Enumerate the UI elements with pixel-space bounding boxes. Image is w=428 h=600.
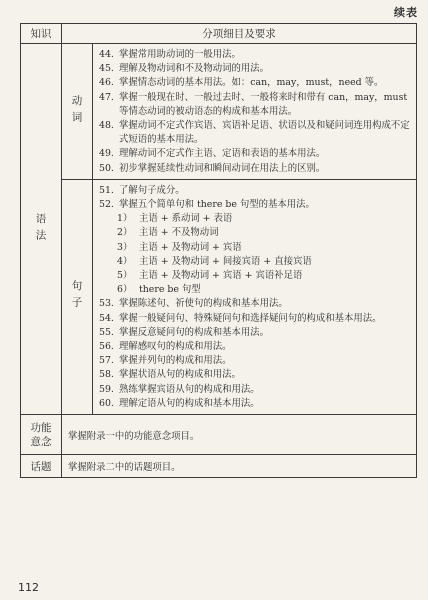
pattern-item <box>99 269 412 283</box>
item-number: 52. <box>99 199 114 211</box>
grammar-label: 语法 <box>34 212 47 246</box>
pattern-item <box>99 212 412 226</box>
syllabus-table <box>20 23 417 478</box>
list-item <box>99 312 412 326</box>
topics-label: 话题 <box>21 455 62 477</box>
pattern-item <box>99 226 412 240</box>
item-text: 掌握并列句的构成和用法。 <box>119 355 232 367</box>
item-number: 6） <box>117 284 133 296</box>
header-details: 分项细目及要求 <box>202 28 276 40</box>
list-item <box>99 48 412 62</box>
item-text: 主语 + 不及物动词 <box>139 227 219 239</box>
item-text: 主语 + 及物动词 + 宾语 + 宾语补足语 <box>139 270 303 282</box>
item-text: 理解及物动词和不及物动词的用法。 <box>119 63 270 75</box>
grammar-row <box>21 44 416 415</box>
sentences-list <box>93 180 416 414</box>
functions-text: 掌握附录一中的功能意念项目。 <box>68 430 200 442</box>
item-text: 初步掌握延续性动词和瞬间动词在用法上的区别。 <box>119 162 326 174</box>
item-number: 46. <box>99 77 114 89</box>
list-item <box>99 198 412 212</box>
item-text: there be 句型 <box>139 284 201 296</box>
item-number: 47. <box>99 91 114 103</box>
pattern-item <box>99 241 412 255</box>
list-item <box>99 297 412 311</box>
item-text: 掌握状语从句的构成和用法。 <box>119 369 241 381</box>
verbs-list <box>93 44 416 179</box>
item-number: 60. <box>99 397 114 409</box>
sentences-section <box>62 179 416 414</box>
functions-row <box>21 415 416 455</box>
functions-label-cell <box>21 415 62 454</box>
item-number: 1） <box>117 213 133 225</box>
verbs-label-cell <box>62 44 93 179</box>
item-number: 55. <box>99 326 114 338</box>
list-item <box>99 397 412 411</box>
pattern-item <box>99 255 412 269</box>
item-number: 48. <box>99 120 114 132</box>
item-number: 5） <box>117 270 133 282</box>
sentences-label: 句子 <box>70 280 83 314</box>
item-number: 4） <box>117 255 133 267</box>
item-number: 56. <box>99 341 114 353</box>
item-number: 49. <box>99 148 114 160</box>
item-text: 掌握一般疑问句、特殊疑问句和选择疑问句的构成和基本用法。 <box>119 312 382 324</box>
pattern-item <box>99 283 412 297</box>
item-text: 主语 + 及物动词 + 宾语 <box>139 241 242 253</box>
table-header <box>21 24 416 44</box>
verbs-label: 动词 <box>70 94 83 128</box>
item-text: 理解定语从句的构成和基本用法。 <box>119 397 260 409</box>
continued-label: 续表 <box>394 6 418 19</box>
item-number: 50. <box>99 162 114 174</box>
item-number: 3） <box>117 241 133 253</box>
item-text: 掌握动词不定式作宾语、宾语补足语、状语以及和疑问词连用构成不定式短语的基本用法。 <box>119 120 410 146</box>
item-text: 掌握情态动词的基本用法。如：can，may，must，need 等。 <box>119 77 384 89</box>
item-number: 51. <box>99 184 114 196</box>
list-item <box>99 326 412 340</box>
item-number: 53. <box>99 298 114 310</box>
list-item <box>99 340 412 354</box>
item-text: 掌握一般现在时、一般过去时、一般将来时和带有 can，may，must 等情态动词的被动语态的构成和基本用法。 <box>119 91 408 117</box>
functions-label: 功能意念 <box>30 421 52 448</box>
list-item <box>99 184 412 198</box>
list-item <box>99 62 412 76</box>
grammar-content <box>62 44 416 414</box>
item-text: 掌握反意疑问句的构成和基本用法。 <box>119 326 270 338</box>
list-item <box>99 383 412 397</box>
item-number: 44. <box>99 49 114 60</box>
item-text: 掌握常用助动词的一般用法。 <box>119 49 241 60</box>
item-number: 58. <box>99 369 114 381</box>
item-text: 熟练掌握宾语从句的构成和用法。 <box>119 383 260 395</box>
verbs-section <box>62 44 416 179</box>
list-item <box>99 354 412 368</box>
list-item <box>99 76 412 90</box>
item-text: 主语 + 系动词 + 表语 <box>139 213 233 225</box>
list-item <box>99 147 412 161</box>
item-text: 掌握五个简单句和 there be 句型的基本用法。 <box>119 199 315 211</box>
list-item <box>99 162 412 176</box>
item-number: 54. <box>99 312 114 324</box>
item-text: 了解句子成分。 <box>119 184 185 196</box>
item-text: 理解感叹句的构成和用法。 <box>119 341 232 353</box>
topics-row <box>21 455 416 477</box>
item-text: 掌握陈述句、祈使句的构成和基本用法。 <box>119 298 288 310</box>
list-item <box>99 119 412 147</box>
list-item <box>99 91 412 119</box>
item-text: 主语 + 及物动词 + 间接宾语 + 直接宾语 <box>139 255 312 267</box>
sentences-label-cell <box>62 180 93 414</box>
item-number: 59. <box>99 383 114 395</box>
item-number: 2） <box>117 227 133 239</box>
item-number: 57. <box>99 355 114 367</box>
topics-text: 掌握附录二中的话题项目。 <box>68 462 181 474</box>
header-knowledge: 知识 <box>21 24 62 43</box>
list-item <box>99 368 412 382</box>
item-number: 45. <box>99 63 114 75</box>
item-text: 理解动词不定式作主语、定语和表语的基本用法。 <box>119 148 326 160</box>
page-number: 112 <box>18 581 39 594</box>
grammar-label-cell <box>21 44 62 414</box>
